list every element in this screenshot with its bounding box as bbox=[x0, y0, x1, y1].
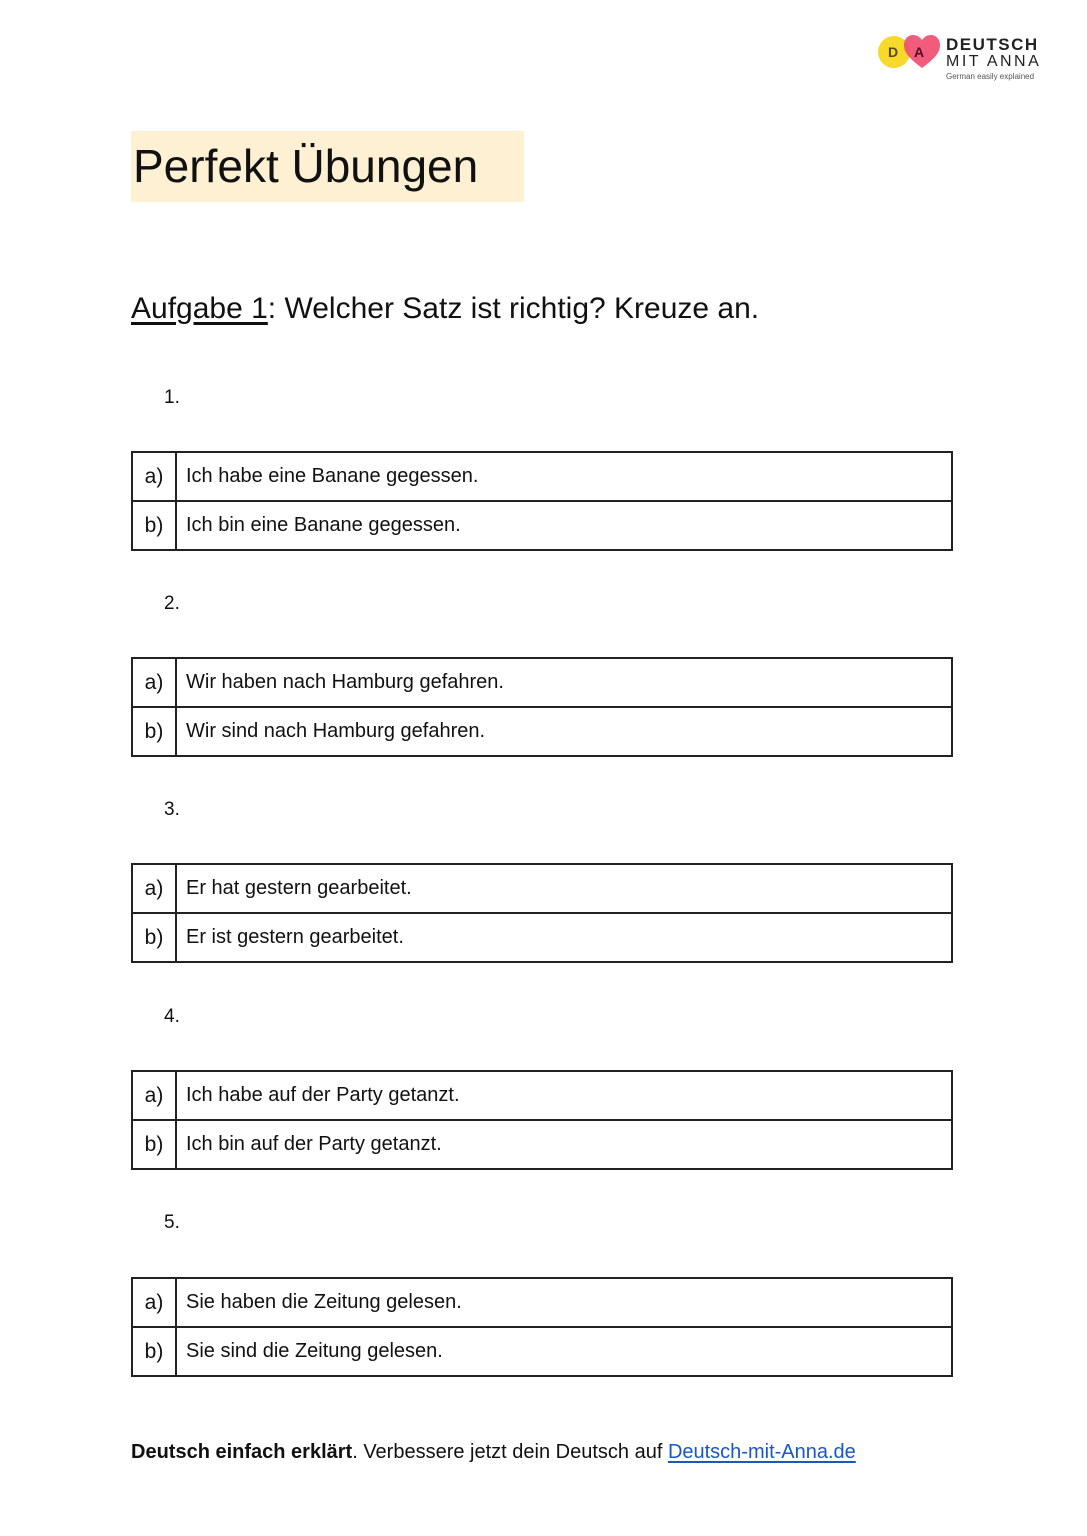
website-link[interactable]: Deutsch-mit-Anna.de bbox=[667, 1441, 856, 1463]
option-row[interactable] bbox=[132, 707, 952, 756]
option-text: Ich habe auf der Party getanzt. bbox=[176, 1071, 952, 1120]
option-row[interactable] bbox=[132, 658, 952, 707]
option-letter: b) bbox=[132, 501, 176, 550]
logo-line1: DEUTSCH bbox=[946, 35, 1039, 54]
option-letter: a) bbox=[132, 864, 176, 913]
option-letter: b) bbox=[132, 1327, 176, 1376]
logo-line2: MIT ANNA bbox=[946, 53, 1042, 70]
question-table bbox=[131, 863, 953, 963]
footer bbox=[131, 1441, 856, 1464]
question-table bbox=[131, 1277, 953, 1377]
option-letter: a) bbox=[132, 658, 176, 707]
option-row[interactable] bbox=[132, 452, 952, 501]
option-letter: a) bbox=[132, 1071, 176, 1120]
question-number: 4. bbox=[164, 1006, 180, 1027]
option-row[interactable] bbox=[132, 913, 952, 962]
question-number: 5. bbox=[164, 1212, 180, 1233]
question-number: 1. bbox=[164, 387, 180, 408]
question-table bbox=[131, 451, 953, 551]
option-row[interactable] bbox=[132, 864, 952, 913]
option-text: Er ist gestern gearbeitet. bbox=[176, 913, 952, 962]
option-text: Er hat gestern gearbeitet. bbox=[176, 864, 952, 913]
logo bbox=[876, 34, 1056, 86]
option-letter: a) bbox=[132, 1278, 176, 1327]
footer-bold: Deutsch einfach erklärt bbox=[131, 1441, 353, 1463]
option-text: Sie haben die Zeitung gelesen. bbox=[176, 1278, 952, 1327]
option-letter: b) bbox=[132, 1120, 176, 1169]
option-text: Ich bin eine Banane gegessen. bbox=[176, 501, 952, 550]
logo-letter-d: D bbox=[888, 44, 899, 60]
task-text: : Welcher Satz ist richtig? Kreuze an. bbox=[267, 292, 760, 325]
option-text: Wir sind nach Hamburg gefahren. bbox=[176, 707, 952, 756]
option-text: Wir haben nach Hamburg gefahren. bbox=[176, 658, 952, 707]
page-title: Perfekt Übungen bbox=[131, 131, 524, 202]
question-table bbox=[131, 657, 953, 757]
option-letter: b) bbox=[132, 913, 176, 962]
option-row[interactable] bbox=[132, 1327, 952, 1376]
question-table bbox=[131, 1070, 953, 1170]
option-letter: a) bbox=[132, 452, 176, 501]
option-letter: b) bbox=[132, 707, 176, 756]
option-row[interactable] bbox=[132, 1278, 952, 1327]
option-row[interactable] bbox=[132, 501, 952, 550]
option-text: Ich habe eine Banane gegessen. bbox=[176, 452, 952, 501]
option-text: Ich bin auf der Party getanzt. bbox=[176, 1120, 952, 1169]
question-number: 2. bbox=[164, 593, 180, 614]
logo-letter-a: A bbox=[914, 44, 925, 60]
option-row[interactable] bbox=[132, 1120, 952, 1169]
footer-text: . Verbessere jetzt dein Deutsch auf bbox=[352, 1441, 668, 1463]
option-row[interactable] bbox=[132, 1071, 952, 1120]
task-label: Aufgabe 1 bbox=[131, 292, 268, 325]
question-number: 3. bbox=[164, 799, 180, 820]
task-heading bbox=[131, 290, 759, 328]
logo-tagline: German easily explained bbox=[946, 72, 1035, 81]
option-text: Sie sind die Zeitung gelesen. bbox=[176, 1327, 952, 1376]
